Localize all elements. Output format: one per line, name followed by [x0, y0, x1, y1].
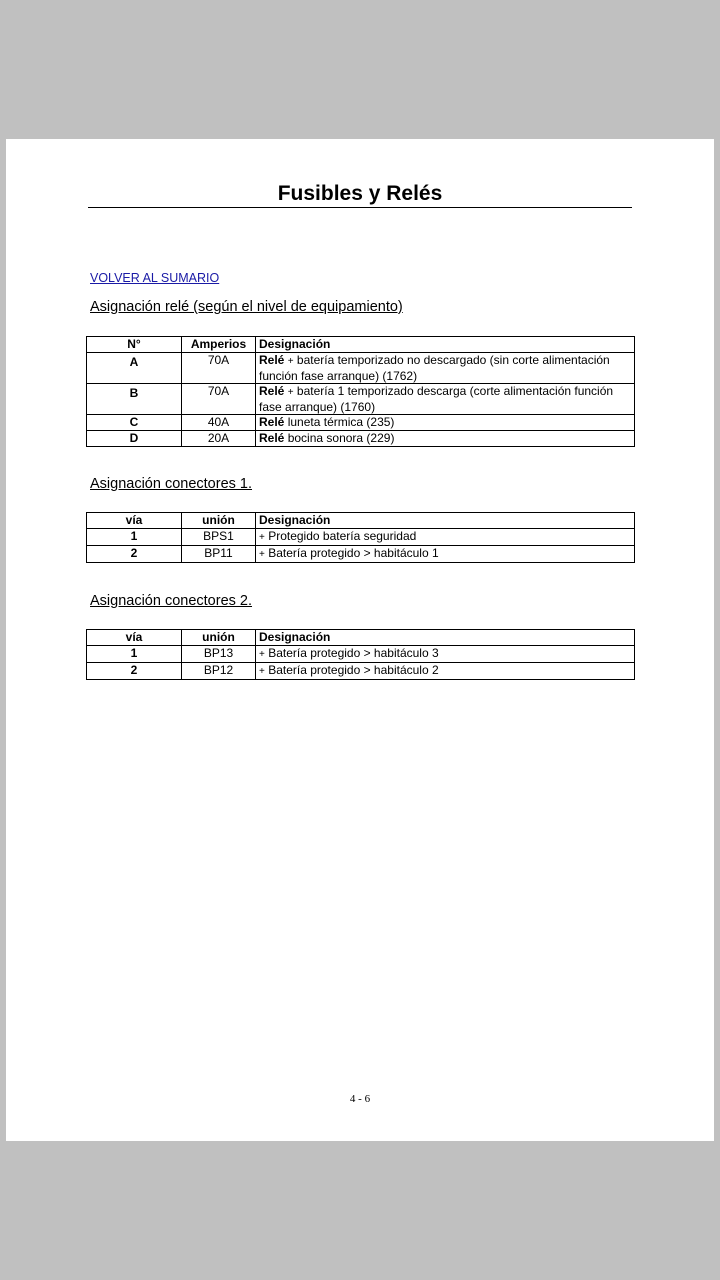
designation-text: bocina sonora (229)	[287, 431, 395, 445]
connector-designation	[256, 546, 635, 563]
relays-table	[86, 336, 635, 447]
connector-via: 1	[87, 529, 182, 546]
column-header: unión	[182, 513, 256, 529]
plus-sign: +	[259, 549, 265, 560]
relays-heading: Asignación relé (según el nivel de equipamiento)	[90, 299, 403, 315]
connector-designation	[256, 663, 635, 680]
connector-union: BP12	[182, 663, 256, 680]
column-header: vía	[87, 630, 182, 646]
connectors2-heading: Asignación conectores 2.	[90, 593, 253, 609]
back-to-summary-link[interactable]: VOLVER AL SUMARIO	[90, 271, 220, 285]
table-row	[87, 431, 635, 447]
table-row	[87, 646, 635, 663]
designation-bold: Relé	[259, 431, 285, 445]
connectors1-table	[86, 512, 635, 563]
table-header-row	[87, 337, 635, 353]
relay-id: D	[87, 431, 182, 447]
plus-sign: +	[259, 532, 265, 543]
relay-id: B	[87, 384, 182, 415]
column-header: Amperios	[182, 337, 256, 353]
connector-via: 1	[87, 646, 182, 663]
column-header: N°	[87, 337, 182, 353]
connector-designation	[256, 646, 635, 663]
plus-sign: +	[287, 387, 294, 398]
connector-via: 2	[87, 663, 182, 680]
column-header: Designación	[256, 337, 635, 353]
designation-bold: Relé	[259, 384, 285, 398]
document-page	[6, 139, 714, 1141]
connectors2-table	[86, 629, 635, 680]
column-header: vía	[87, 513, 182, 529]
relay-designation	[256, 431, 635, 447]
designation-text: Protegido batería seguridad	[268, 529, 417, 543]
designation-text: batería temporizado no descargado (sin corte alimentación función fase arranque) (1762)	[259, 353, 610, 383]
designation-bold: Relé	[259, 415, 285, 429]
relay-id: C	[87, 415, 182, 431]
page-title: Fusibles y Relés	[277, 182, 443, 205]
designation-text: luneta térmica (235)	[287, 415, 395, 429]
table-row	[87, 384, 635, 415]
column-header: unión	[182, 630, 256, 646]
table-row	[87, 415, 635, 431]
designation-text: batería 1 temporizado descarga (corte alimentación función fase arranque) (1760)	[259, 384, 614, 414]
table-row	[87, 663, 635, 680]
column-header: Designación	[256, 513, 635, 529]
relay-designation	[256, 384, 635, 415]
plus-sign: +	[287, 356, 294, 367]
relay-id: A	[87, 353, 182, 384]
relay-amps: 20A	[182, 431, 256, 447]
relay-designation	[256, 415, 635, 431]
column-header: Designación	[256, 630, 635, 646]
plus-sign: +	[259, 649, 265, 660]
connectors1-heading: Asignación conectores 1.	[90, 476, 253, 492]
title-underline	[88, 207, 632, 208]
relay-amps: 70A	[182, 353, 256, 384]
table-row	[87, 353, 635, 384]
designation-text: Batería protegido > habitáculo 2	[268, 663, 439, 677]
table-header-row	[87, 513, 635, 529]
relay-amps: 40A	[182, 415, 256, 431]
designation-bold: Relé	[259, 353, 285, 367]
page-number: 4 - 6	[349, 1093, 371, 1105]
relay-designation	[256, 353, 635, 384]
plus-sign: +	[259, 666, 265, 677]
table-row	[87, 529, 635, 546]
relay-amps: 70A	[182, 384, 256, 415]
connector-union: BP13	[182, 646, 256, 663]
table-header-row	[87, 630, 635, 646]
connector-union: BP11	[182, 546, 256, 563]
designation-text: Batería protegido > habitáculo 3	[268, 646, 439, 660]
connector-union: BPS1	[182, 529, 256, 546]
table-row	[87, 546, 635, 563]
designation-text: Batería protegido > habitáculo 1	[268, 546, 439, 560]
connector-via: 2	[87, 546, 182, 563]
connector-designation	[256, 529, 635, 546]
